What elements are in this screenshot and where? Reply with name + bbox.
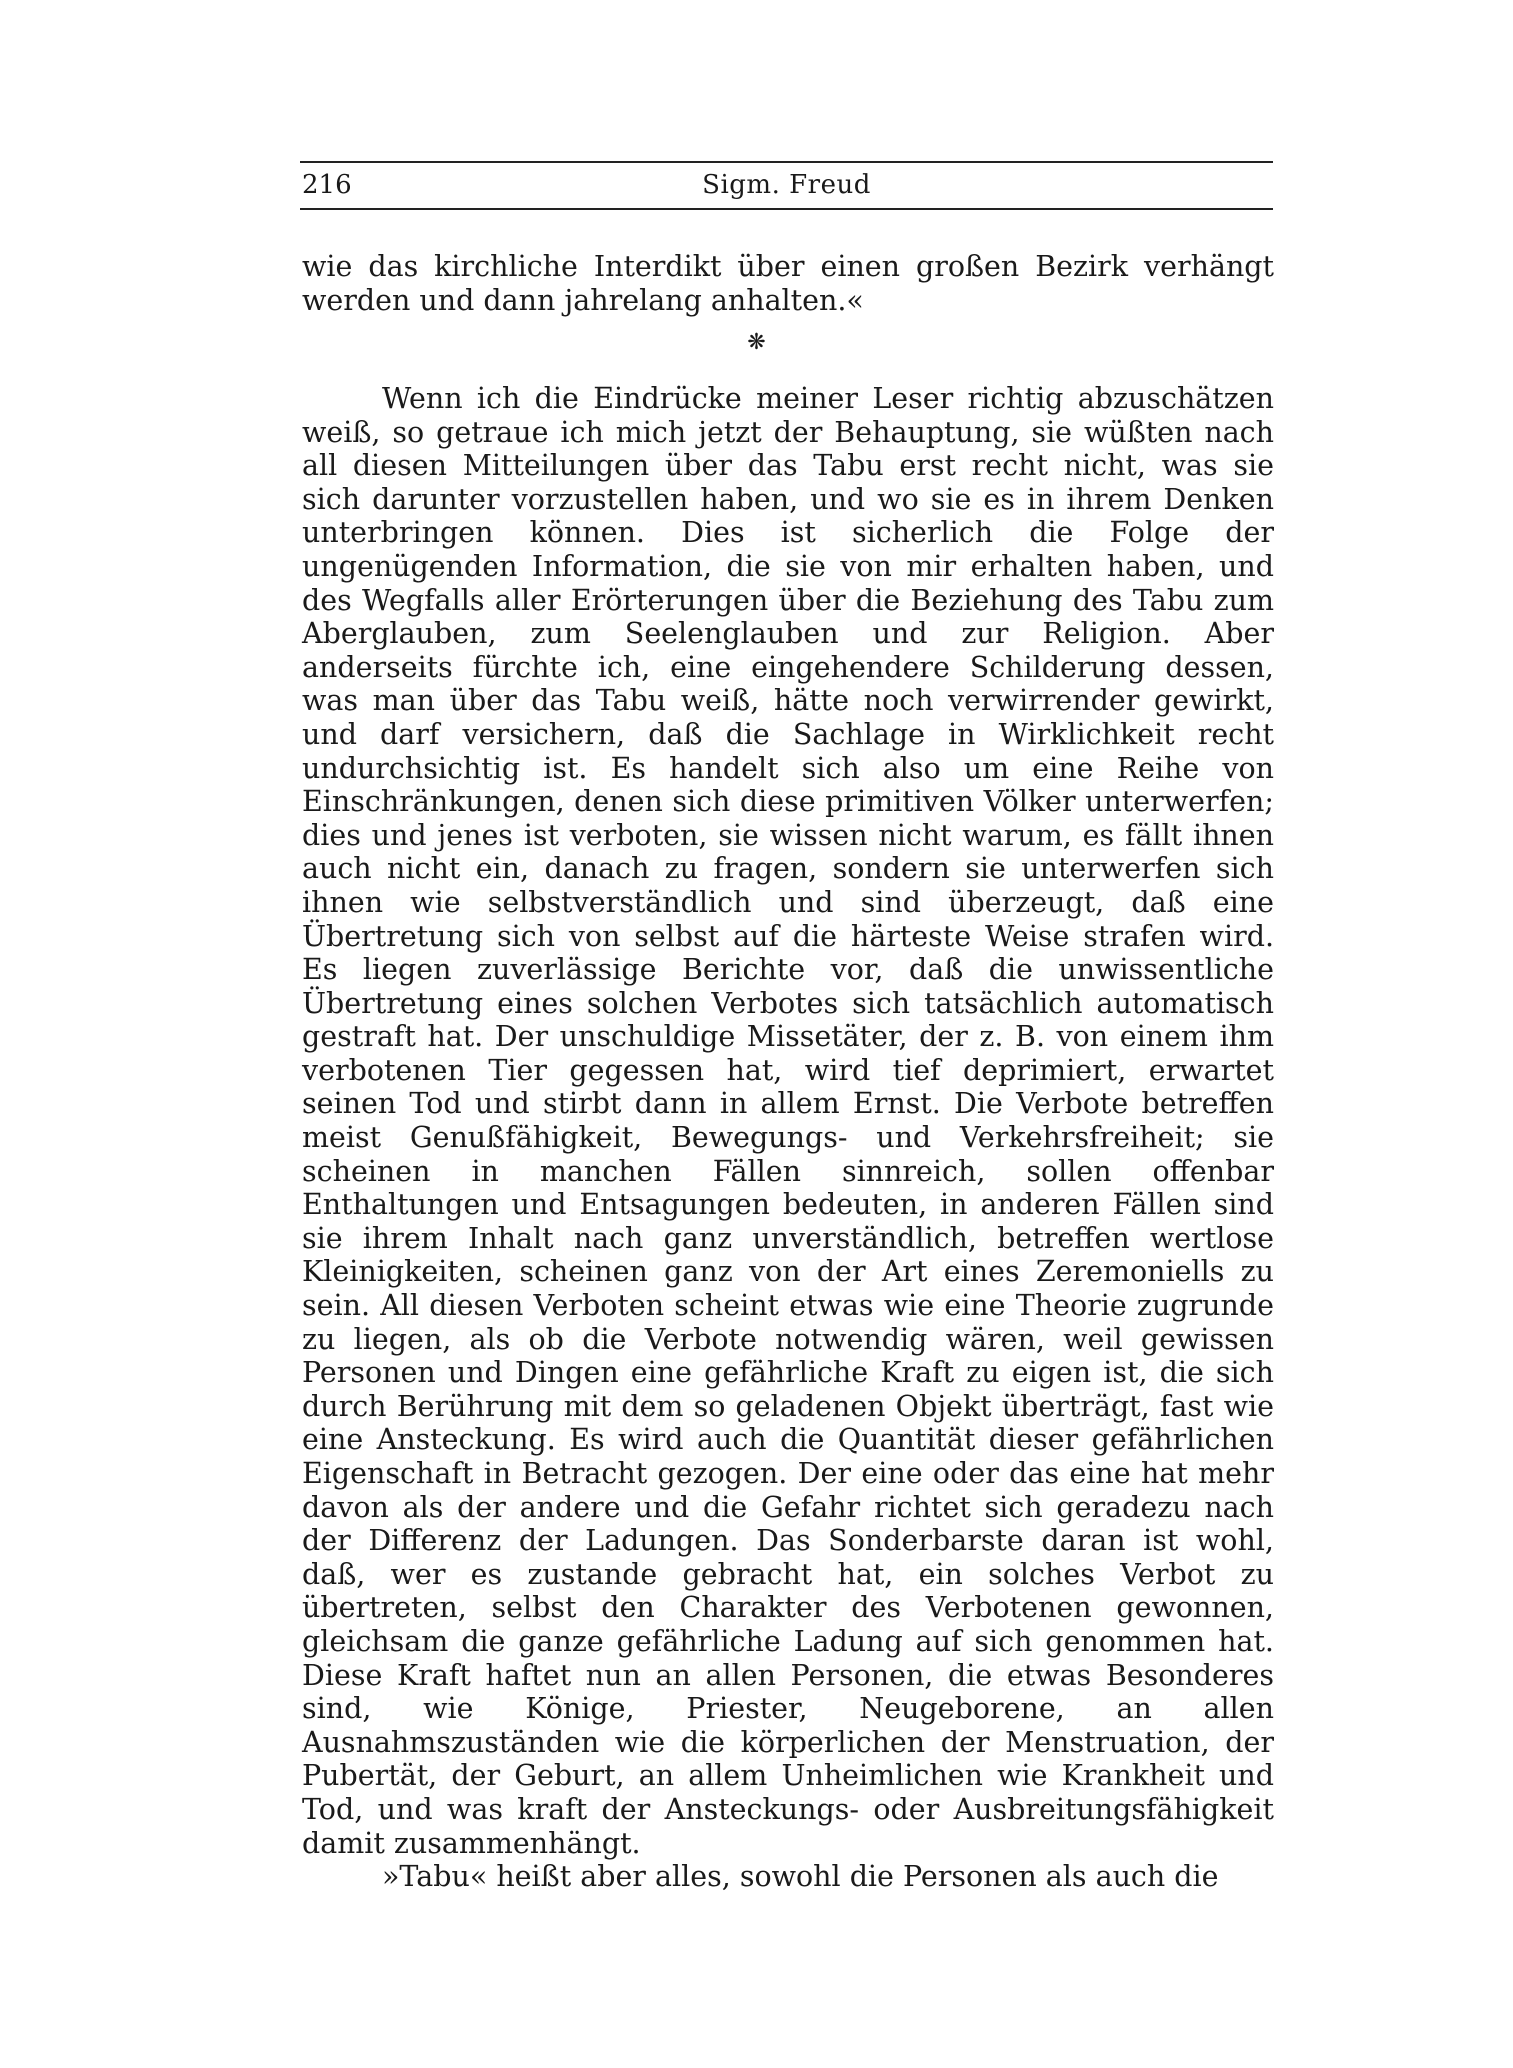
running-title: Sigm. Freud <box>702 170 871 200</box>
main-text-block <box>302 382 1274 1894</box>
header-rule-top <box>300 161 1273 163</box>
page-number: 216 <box>302 170 352 200</box>
paragraph: Wenn ich die Eindrücke meiner Leser richtig abzuschätzen weiß, so getraue ich mich jetzt der Behauptung, sie wüßten nach all diesen Mitteilungen über das Tabu erst recht nicht, was sie sich darunter vorzustellen haben, und wo sie es in ihrem Denken unterbringen können. Dies ist sicherlich die Folge der ungenügenden Information, die sie von mir erhalten haben, und des Wegfalls aller Erörterungen über die Beziehung des Tabu zum Aberglauben, zum Seelenglauben und zur Religion. Aber anderseits fürchte ich, eine eingehendere Schilderung dessen, was man über das Tabu weiß, hätte noch verwirrender gewirkt, und darf versichern, daß die Sachlage in Wirklichkeit recht undurchsichtig ist. Es handelt sich also um eine Reihe von Einschränkungen, denen sich diese primitiven Völker unterwerfen; dies und jenes ist verboten, sie wissen nicht warum, es fällt ihnen auch nicht ein, danach zu fragen, sondern sie unterwerfen sich ihnen wie selbstverständlich und sind überzeugt, daß eine Übertretung sich von selbst auf die härteste Weise strafen wird. Es liegen zuverlässige Berichte vor, daß die unwissentliche Übertretung eines solchen Verbotes sich tatsächlich automatisch gestraft hat. Der unschuldige Missetäter, der z. B. von einem ihm verbotenen Tier gegessen hat, wird tief deprimiert, erwartet seinen Tod und stirbt dann in allem Ernst. Die Verbote betreffen meist Genußfähigkeit, Bewegungs- und Verkehrsfreiheit; sie scheinen in manchen Fällen sinnreich, sollen offenbar Enthaltungen und Entsagungen bedeuten, in anderen Fällen sind sie ihrem Inhalt nach ganz unverständlich, betreffen wertlose Kleinigkeiten, scheinen ganz von der Art eines Zeremoniells zu sein. All diesen Verboten scheint etwas wie eine Theorie zugrunde zu liegen, als ob die Verbote notwendig wären, weil gewissen Personen und Dingen eine gefährliche Kraft zu eigen ist, die sich durch Berührung mit dem so geladenen Objekt überträgt, fast wie eine Ansteckung. Es wird auch die Quantität dieser gefährlichen Eigenschaft in Betracht gezogen. Der eine oder das eine hat mehr davon als der andere und die Gefahr richtet sich geradezu nach der Differenz der Ladungen. Das Sonderbarste daran ist wohl, daß, wer es zustande gebracht hat, ein solches Verbot zu übertreten, selbst den Charakter des Verbotenen gewonnen, gleichsam die ganze gefährliche Ladung auf sich genommen hat. Diese Kraft haftet nun an allen Personen, die etwas Besonderes sind, wie Könige, Priester, Neugeborene, an allen Ausnahmszuständen wie die körperlichen der Menstruation, der Pubertät, der Geburt, an allem Unheimlichen wie Krankheit und Tod, und was kraft der Ansteckungs- oder Ausbreitungsfähigkeit damit zusammenhängt. <box>302 382 1274 1860</box>
section-ornament-icon: ❋ <box>747 330 766 355</box>
intro-text: wie das kirchliche Interdikt über einen großen Bezirk verhängt werden und dann jahrelang anhalten.« <box>302 250 1274 317</box>
intro-paragraph <box>302 250 1274 317</box>
header-rule-bottom <box>300 208 1273 210</box>
paragraph: »Tabu« heißt aber alles, sowohl die Personen als auch die <box>382 1860 1219 1894</box>
running-header <box>300 166 1273 204</box>
